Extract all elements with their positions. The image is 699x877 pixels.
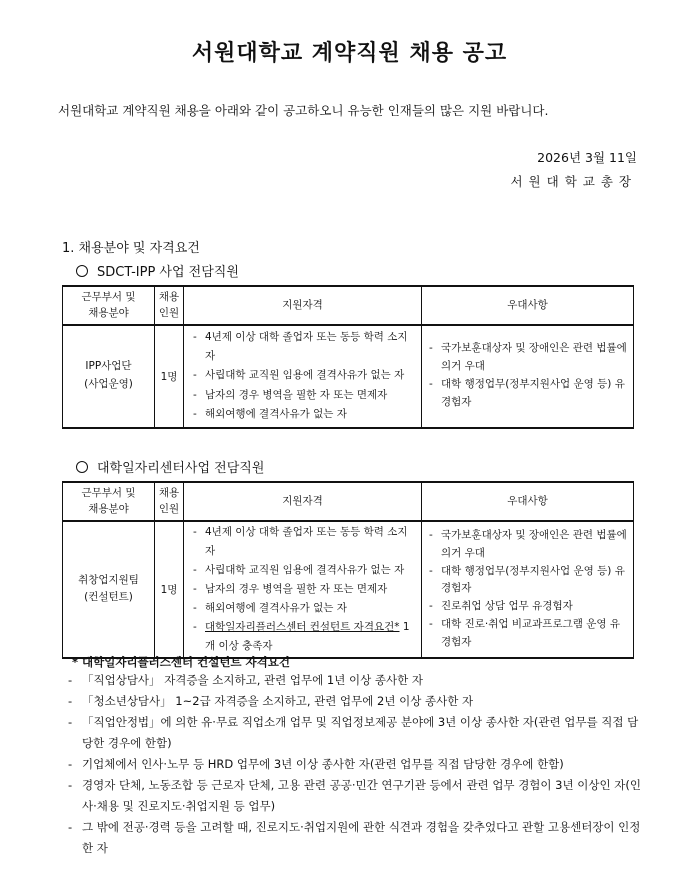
- count-cell: 1명: [155, 325, 184, 428]
- qual-item: - 사립대학 교직원 임용에 결격사유가 없는 자: [193, 366, 416, 385]
- section-heading: 1. 채용분야 및 자격요건: [62, 241, 200, 256]
- dept-cell: [63, 325, 155, 428]
- note-item: - 「직업상담사」 자격증을 소지하고, 관련 업무에 1년 이상 종사한 자: [64, 670, 642, 691]
- dept-role: (사업운영): [84, 378, 133, 391]
- notes-heading: * 대학일자리플러스센터 컨설턴트 자격요건: [72, 655, 290, 669]
- dept-name: 취창업지원팀: [78, 573, 139, 586]
- note-item: - 기업체에서 인사·노무 등 HRD 업무에 3년 이상 종사한 자(관련 업무를 직접 담당한 경우에 한함): [64, 754, 642, 775]
- pref-item: - 대학 진로·취업 비교과프로그램 운영 유경험자: [429, 616, 628, 652]
- header-dept-line1: 근무부서 및: [81, 291, 136, 303]
- posting-table: [62, 285, 634, 429]
- note-item: - 「직업안정법」에 의한 유·무료 직업소개 업무 및 직업정보제공 분야에 3년 이상 종사한 자(관련 업무를 직접 담당한 경우에 한함): [64, 712, 642, 754]
- qual-cell: [184, 521, 422, 659]
- header-qual: 지원자격: [184, 482, 422, 521]
- count-cell: 1명: [155, 521, 184, 659]
- signer: 서원대학교총장: [510, 174, 637, 189]
- pref-cell: [422, 521, 634, 659]
- note-item: - 그 밖에 전공·경력 등을 고려할 때, 진로지도·취업지원에 관한 식견과 경험을 갖추었다고 관할 고용센터장이 인정한 자: [64, 817, 642, 859]
- circle-bullet-icon: [76, 461, 88, 473]
- header-pref: 우대사항: [422, 482, 634, 521]
- note-item: - 「청소년상담사」 1~2급 자격증을 소지하고, 관련 업무에 2년 이상 종사한 자: [64, 691, 642, 712]
- header-count: [155, 482, 184, 521]
- header-count: [155, 286, 184, 325]
- header-dept-line2: 채용분야: [88, 307, 129, 320]
- qual-item: - 4년제 이상 대학 졸업자 또는 동등 학력 소지자: [193, 523, 416, 561]
- header-pref: 우대사항: [422, 286, 634, 325]
- header-dept-line1: 근무부서 및: [81, 487, 136, 499]
- dept-name: IPP사업단: [85, 360, 132, 373]
- qual-item: - 사립대학 교직원 임용에 결격사유가 없는 자: [193, 561, 416, 580]
- qual-item: [193, 618, 416, 656]
- pref-item: - 대학 행정업무(정부지원사업 운영 등) 유경험자: [429, 563, 628, 599]
- header-dept: [63, 286, 155, 325]
- header-count-line2: 인원: [158, 503, 180, 516]
- dept-role: (컨설턴트): [84, 591, 133, 604]
- page-title: 서원대학교 계약직원 채용 공고: [191, 41, 508, 66]
- qual-item: - 해외여행에 결격사유가 없는 자: [193, 405, 416, 424]
- qual-item-rest: 1개 이상 충족자: [205, 621, 410, 653]
- header-count-line2: 인원: [158, 307, 180, 320]
- requirement-link-text: 대학일자리플러스센터 컨설턴트 자격요건*: [205, 621, 400, 634]
- qual-item: - 해외여행에 결격사유가 없는 자: [193, 599, 416, 618]
- pref-cell: [422, 325, 634, 428]
- posting-table: [62, 481, 634, 659]
- posting-heading: [76, 457, 264, 476]
- pref-item: - 진로취업 상담 업무 유경험자: [429, 598, 628, 616]
- notes-list: [64, 670, 642, 859]
- pref-item: - 국가보훈대상자 및 장애인은 관련 법률에 의거 우대: [429, 340, 628, 376]
- note-item: - 경영자 단체, 노동조합 등 근로자 단체, 고용 관련 공공·민간 연구기관 등에서 관련 업무 경험이 3년 이상인 자(인사·채용 및 진로지도·취업지원 등 업무): [64, 775, 642, 817]
- qual-item: - 4년제 이상 대학 졸업자 또는 동등 학력 소지자: [193, 328, 416, 366]
- posting-heading-text: 대학일자리센터사업 전담직원: [97, 461, 265, 476]
- header-count-line1: 채용: [158, 487, 180, 499]
- qual-cell: [184, 325, 422, 428]
- intro-text: 서원대학교 계약직원 채용을 아래와 같이 공고하오니 유능한 인재들의 많은 지원 바랍니다.: [58, 103, 549, 118]
- posting-heading: [76, 261, 239, 280]
- pref-item: - 국가보훈대상자 및 장애인은 관련 법률에 의거 우대: [429, 527, 628, 563]
- header-qual: 지원자격: [184, 286, 422, 325]
- pref-item: - 대학 행정업무(정부지원사업 운영 등) 유경험자: [429, 376, 628, 412]
- qual-item: - 남자의 경우 병역을 필한 자 또는 면제자: [193, 580, 416, 599]
- header-dept-line2: 채용분야: [88, 503, 129, 516]
- announcement-date: 2026년 3월 11일: [537, 150, 637, 165]
- header-dept: [63, 482, 155, 521]
- qual-item: - 남자의 경우 병역을 필한 자 또는 면제자: [193, 386, 416, 405]
- dept-cell: [63, 521, 155, 659]
- circle-bullet-icon: [76, 265, 88, 277]
- posting-heading-text: SDCT-IPP 사업 전담직원: [97, 265, 239, 280]
- header-count-line1: 채용: [158, 291, 180, 303]
